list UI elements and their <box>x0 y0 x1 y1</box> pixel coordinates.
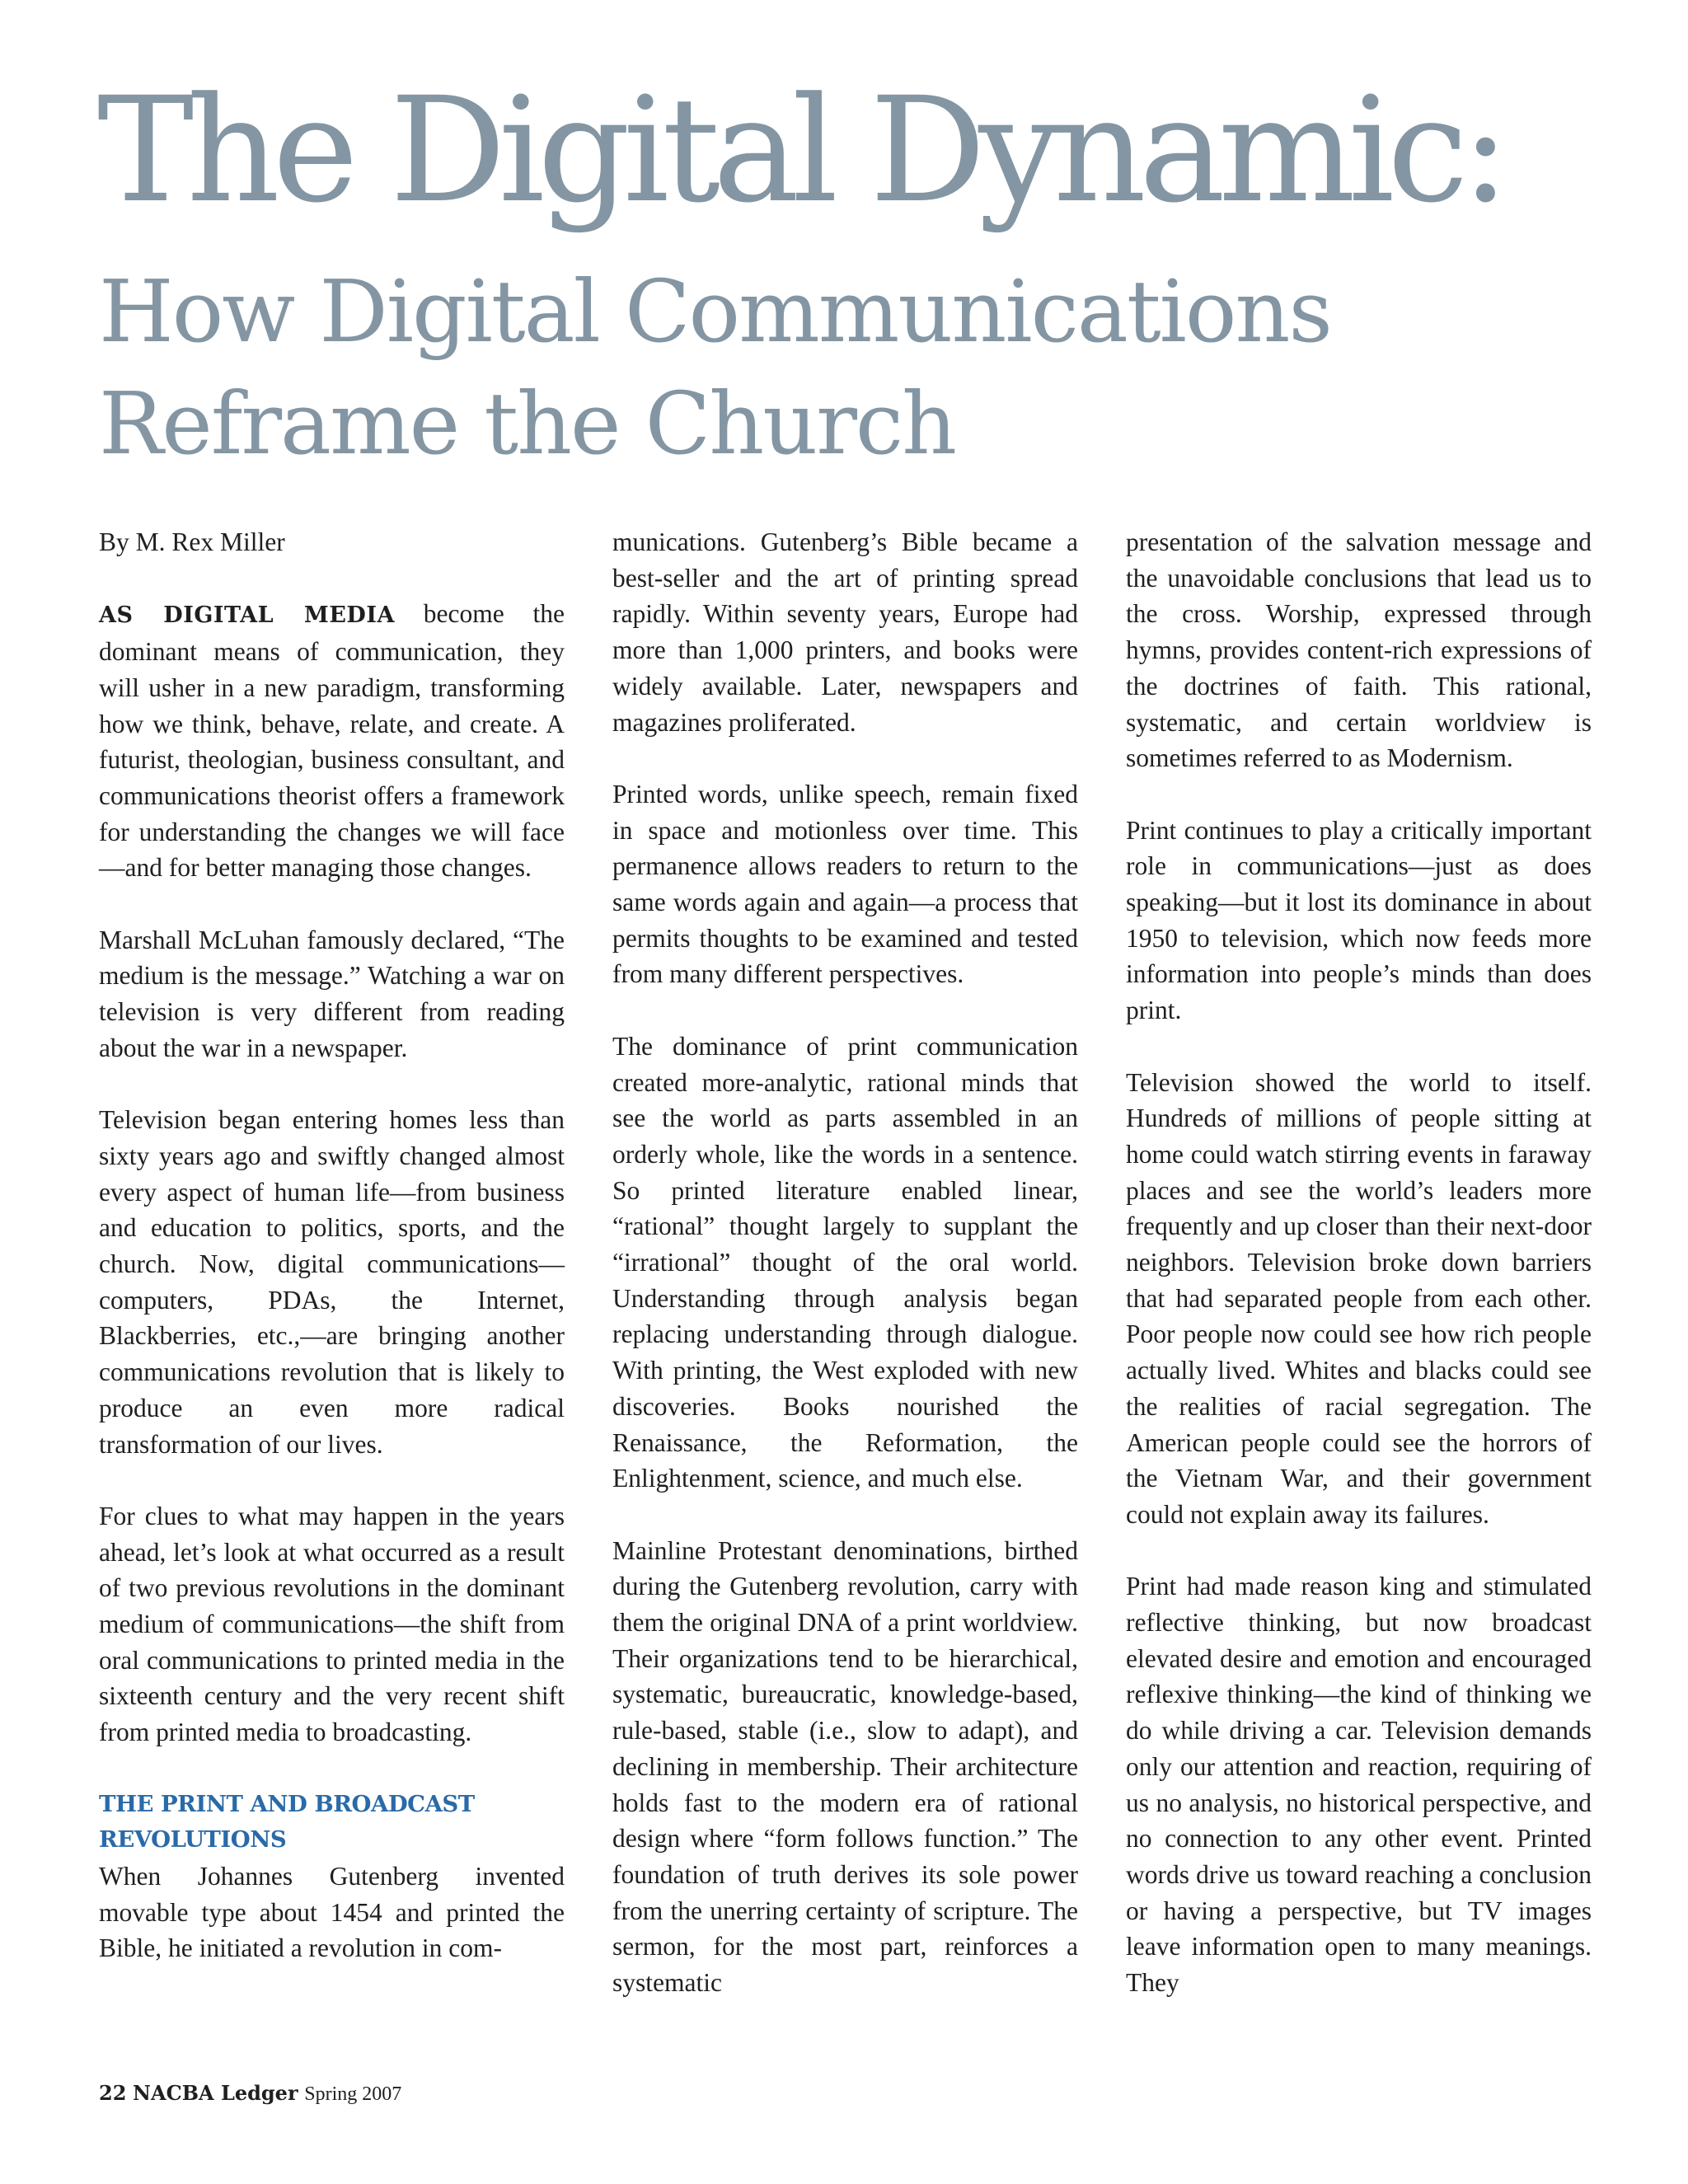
body-paragraph: When Johannes Gutenberg invented movable type about 1454 and printed the Bible, he initiated a revolution in com- <box>99 1861 565 1963</box>
body-paragraph: Print had made reason king and stimulated reflective thinking, but now broadcast elevated desire and emotion and encouraged reflexive thinking—the kind of thinking we do while driving a car. Television demands only our attention and reaction, requiring of us no analysis, no historical perspective, and no connection to any other event. Printed words drive us toward reaching a conclusion or having a perspective, but TV images leave information open to many meanings. They <box>1126 1572 1592 1998</box>
body-paragraph: munications. Gutenberg’s Bible became a best-seller and the art of printing spread rapidly. Within seventy years, Europe had more than 1,000 printers, and books were widely available. Later, newspapers and magazines proliferated. <box>612 527 1078 737</box>
body-paragraph: Printed words, unlike speech, remain fixed in space and motionless over time. This permanence allows readers to return to the same words again and again—a process that permits thoughts to be examined and tested from many different perspectives. <box>612 779 1078 989</box>
section-heading-line-2: REVOLUTIONS <box>99 1826 287 1854</box>
body-paragraph: Television began entering homes less than sixty years ago and swiftly changed almost every aspect of human life—from business and education to politics, sports, and the church. Now, digital communications—computers, PDAs, the Internet, Blackberries, etc.,—are bringing another communications revolution that is likely to produce an even more radical transformation of our lives. <box>99 1105 565 1459</box>
body-paragraph: For clues to what may happen in the years ahead, let’s look at what occurred as a result of two previous revolutions in the dominant medium of communications—the shift from oral communications to printed media in the sixteenth century and the very recent shift from printed media to broadcasting. <box>99 1501 565 1747</box>
section-heading-line-1: THE PRINT AND BROADCAST <box>99 1790 475 1817</box>
column-3 <box>1126 524 1592 2001</box>
body-paragraph: The dominance of print communication created more-analytic, rational minds that see the world as parts assembled in an orderly whole, like the words in a sentence. So printed literature enabled linear, “rational” thought largely to supplant the “irrational” thought of the oral world. Understanding through analysis began replacing understanding through dialogue. With printing, the West exploded with new discoveries. Books nourished the Renaissance, the Reformation, the Enlightenment, science, and much else. <box>612 1031 1078 1493</box>
body-paragraph: Print continues to play a critically important role in communications—just as does speaking—but it lost its dominance in about 1950 to television, which now feeds more information into people’s minds than does print. <box>1126 815 1592 1025</box>
article-title: The Digital Dynamic: <box>97 66 1503 235</box>
byline: By M. Rex Miller <box>99 527 285 556</box>
column-1 <box>99 524 565 1966</box>
column-2 <box>612 524 1078 2001</box>
body-paragraph: Mainline Protestant denominations, birthed during the Gutenberg revolution, carry with them the original DNA of a print worldview. Their organizations tend to be hierarchical, systematic, bureaucratic, knowledge-based, rule-based, stable (i.e., slow to adapt), and declining in membership. Their architecture holds fast to the modern era of rational design where “form follows function.” The foundation of truth derives its sole power from the unerring certainty of scripture. The sermon, for the most part, reinforces a systematic <box>612 1535 1078 1998</box>
issue-date: Spring 2007 <box>304 2083 402 2105</box>
page-footer <box>99 2081 401 2106</box>
lead-in-caps: AS DIGITAL MEDIA <box>99 602 395 629</box>
lead-paragraph-text: become the dominant means of communication, they will usher in a new paradigm, transforming how we think, behave, relate, and create. A futurist, theologian, business consultant, and communications theorist offers a framework for understanding the changes we will face—and for better managing those changes. <box>99 599 565 883</box>
subtitle-line-2: Reframe the Church <box>99 373 956 474</box>
section-heading <box>99 1787 565 1858</box>
article-subtitle <box>99 255 1331 480</box>
body-paragraph: Marshall McLuhan famously declared, “The medium is the message.” Watching a war on television is very different from reading about the war in a newspaper. <box>99 925 565 1062</box>
publication-name: NACBA Ledger <box>133 2081 298 2105</box>
lead-paragraph <box>99 596 565 886</box>
body-paragraph: Television showed the world to itself. Hundreds of millions of people sitting at home could watch stirring events in faraway places and see the world’s leaders more frequently and up closer than their next-door neighbors. Television broke down barriers that had separated people from each other. Poor people now could see how rich people actually lived. Whites and blacks could see the realities of racial segregation. The American people could see the horrors of the Vietnam War, and their government could not explain away its failures. <box>1126 1067 1592 1529</box>
page-number: 22 <box>99 2081 127 2105</box>
body-paragraph: presentation of the salvation message and the unavoidable conclusions that lead us to the cross. Worship, expressed through hymns, provides content-rich expressions of the doctrines of faith. This rational, systematic, and certain worldview is sometimes referred to as Modernism. <box>1126 527 1592 773</box>
subtitle-line-1: How Digital Communications <box>99 261 1331 362</box>
